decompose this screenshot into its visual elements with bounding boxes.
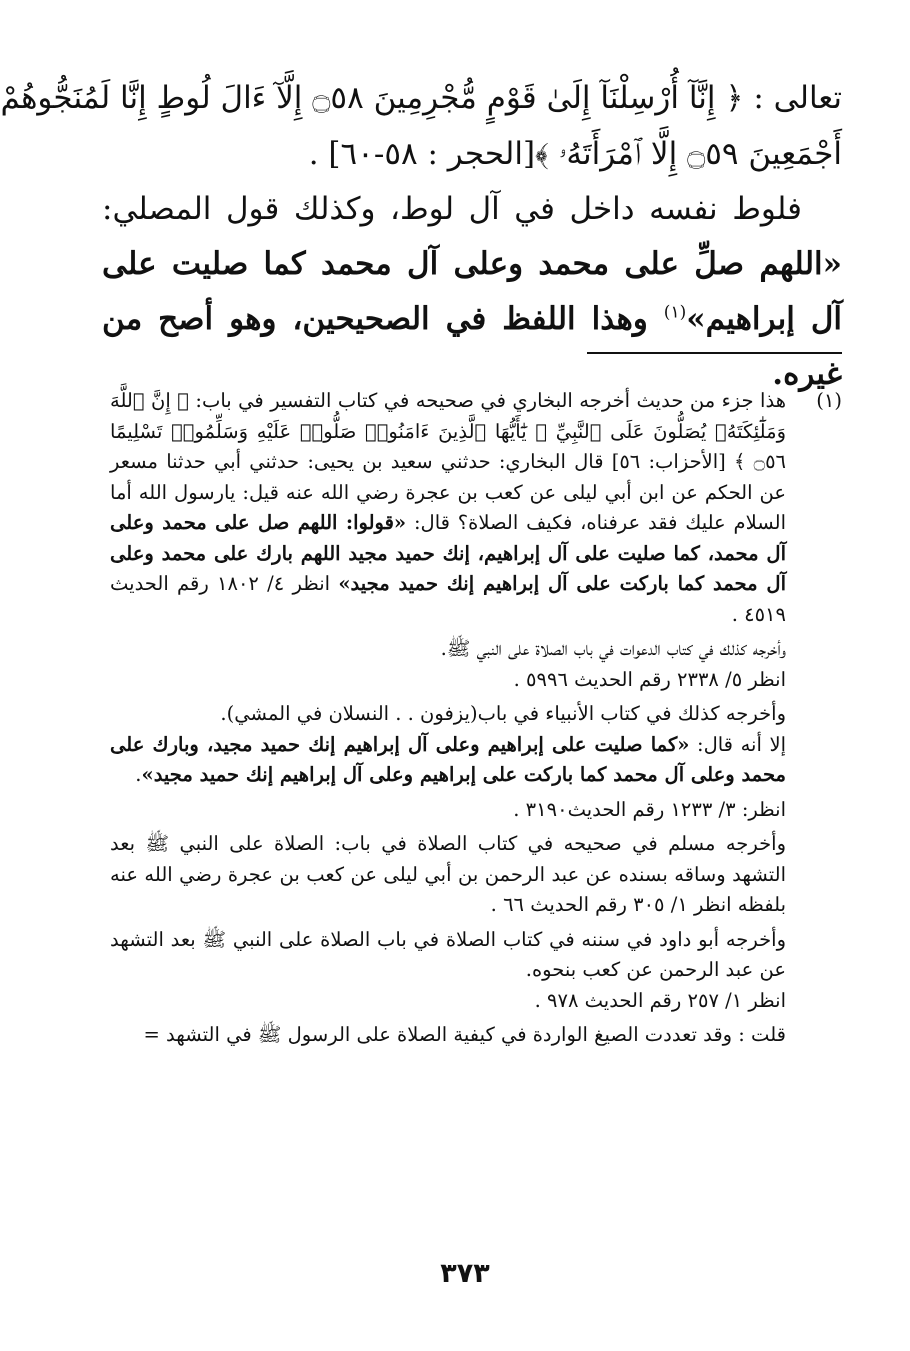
footnote-text: إلا أنه قال:	[689, 732, 786, 756]
footnote-hadith-quote: «كما صليت على إبراهيم وعلى آل إبراهيم إنك حميد مجيد، وبارك على محمد وعلى آل محمد كما باركت على إبراهيم وعلى آل إبراهيم إنك حميد مجيد»	[110, 732, 786, 786]
main-paragraph-conclusion: وهذا اللفظ في الصحيحين، وهو أصح من غيره.	[102, 301, 842, 392]
footnote-1	[110, 386, 842, 1051]
main-paragraph	[102, 182, 842, 402]
main-paragraph-text: فلوط نفسه داخل في آل لوط، وكذلك قول المصلي:	[102, 191, 802, 227]
quran-verse-line-2: أَجْمَعِينَ ۝٥٩ إِلَّا ٱمْرَأَتَهُۥ ﴾[الحجر : ٥٨-٦٠] .	[308, 136, 842, 172]
footnote-reference[interactable]: (١)	[663, 302, 687, 323]
footnote-text: هذا جزء من حديث أخرجه البخاري في صحيحه في كتاب التفسير في باب:	[195, 389, 786, 412]
footnote-text: انظر ٤/ ١٨٠٢ رقم الحديث ٤٥١٩ .	[110, 572, 786, 626]
footnote-paragraph-8: وأخرجه أبو داود في سننه في كتاب الصلاة في باب الصلاة على النبي ﷺ بعد التشهد عن عبد الرحمن عن كعب بنحوه.	[110, 927, 786, 981]
footnote-text: [الأحزاب: ٥٦] قال البخاري: حدثني سعيد بن يحيى: حدثني أبي حدثنا مسعر عن الحكم عن ابن أبي ليلى عن كعب بن عجرة رضي الله عنه قيل: يارسول الله أما السلام عليك فقد عرفناه، فكيف الصلاة؟ قال:	[110, 450, 786, 534]
footnote-paragraph-5	[110, 730, 786, 791]
footnote-separator	[587, 352, 842, 354]
footnote-paragraph-6: انظر: ٣/ ١٢٣٣ رقم الحديث٣١٩٠ .	[513, 797, 786, 821]
footnote-paragraph-2: وأخرجه كذلك في كتاب الدعوات في باب الصلاة على النبي ﷺ.	[440, 637, 786, 660]
footnote-paragraph-4: وأخرجه كذلك في كتاب الأنبياء في باب(يزفون . . النسلان في المشي).	[220, 702, 786, 725]
salawat-quote: «اللهم صلِّ على محمد وعلى آل محمد كما صليت على آل إبراهيم»	[102, 246, 842, 337]
footnote-hadith-quote: «قولوا: اللهم صل على محمد وعلى آل محمد، كما صليت على آل إبراهيم، إنك حميد مجيد اللهم بارك على محمد وعلى آل محمد كما باركت على آل إبراهيم إنك حميد مجيد»	[110, 511, 787, 595]
footnote-paragraph-7: وأخرجه مسلم في صحيحه في كتاب الصلاة في باب: الصلاة على النبي ﷺ بعد التشهد وساقه بسنده عن عبد الرحمن بن أبي ليلى عن كعب بن عجرة رضي الله عنه بلفظه انظر ١/ ٣٠٥ رقم الحديث ٦٦ .	[110, 832, 786, 916]
footnotes-section	[110, 386, 842, 1051]
footnote-text: .	[135, 763, 142, 786]
footnote-paragraph-10: قلت : وقد تعددت الصيغ الواردة في كيفية الصلاة على الرسول ﷺ في التشهد =	[143, 1023, 786, 1046]
footnote-quran-verse: ﴿ إِنَّ ٱللَّهَ وَمَلَٰٓئِكَتَهُۥ يُصَلُّونَ عَلَى ٱلنَّبِيِّ ۚ يَٰٓأَيُّهَا ٱلَّذِينَ ءَامَنُوا۟ صَلُّوا۟ عَلَيْهِ وَسَلِّمُوا۟ تَسْلِيمًا ۝٥٦ ﴾	[110, 389, 787, 473]
quran-verse-line-1: تعالى : ﴿ إِنَّآ أُرْسِلْنَآ إِلَىٰ قَوْمٍ مُّجْرِمِينَ ۝٥٨ إِلَّآ ءَالَ لُوطٍ إِنَّا لَمُنَجُّوهُمْ	[0, 80, 842, 116]
footnote-paragraph-9: انظر ١/ ٢٥٧ رقم الحديث ٩٧٨ .	[534, 988, 786, 1012]
page-number: ٣٧٣	[440, 1258, 490, 1289]
footnote-paragraph-3: انظر ٥/ ٢٣٣٨ رقم الحديث ٥٩٩٦ .	[513, 667, 786, 691]
footnote-number: (١)	[816, 389, 842, 412]
footnote-paragraph-1	[110, 386, 786, 630]
